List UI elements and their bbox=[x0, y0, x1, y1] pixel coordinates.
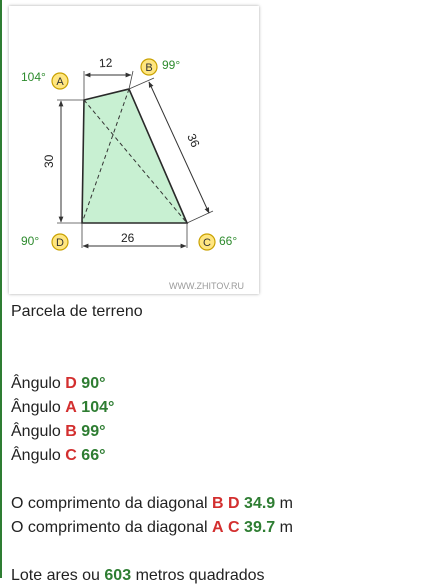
vertex-c bbox=[199, 234, 237, 250]
dimension-label-top: 12 bbox=[98, 55, 113, 71]
angle-line-c bbox=[11, 444, 441, 468]
plot-diagram bbox=[9, 6, 259, 294]
vertex-d-letter: D bbox=[56, 237, 64, 249]
dimension-label-bottom: 26 bbox=[121, 231, 135, 245]
vertex-c-angle: 66° bbox=[219, 234, 238, 248]
vertex-c-letter: C bbox=[203, 237, 211, 249]
land-plot-figure bbox=[9, 6, 259, 294]
diagonal-line-ac bbox=[11, 516, 441, 540]
vertex-b-letter: B bbox=[145, 62, 153, 74]
angle-line-b bbox=[11, 420, 441, 444]
diagonal-value: 39.7 bbox=[244, 519, 276, 536]
vertex-d bbox=[21, 234, 68, 250]
diagonal-vertex-2: C bbox=[228, 519, 240, 536]
watermark: WWW.ZHITOV.RU bbox=[169, 281, 244, 291]
angle-prefix: Ângulo bbox=[11, 399, 61, 416]
angle-vertex: C bbox=[65, 447, 77, 464]
angle-value: 99° bbox=[81, 423, 106, 440]
area-prefix: Lote ares ou bbox=[11, 567, 100, 584]
angle-line-a bbox=[11, 396, 441, 420]
diagonal-unit: m bbox=[279, 495, 293, 512]
angle-prefix: Ângulo bbox=[11, 423, 61, 440]
vertex-a-letter: A bbox=[56, 76, 64, 88]
diagonal-unit: m bbox=[279, 519, 293, 536]
dimension-label-left: 30 bbox=[42, 154, 56, 168]
diagonal-prefix: O comprimento da diagonal bbox=[11, 519, 208, 536]
plot-info bbox=[11, 300, 441, 588]
diagonal-prefix: O comprimento da diagonal bbox=[11, 495, 208, 512]
diagonal-vertex-1: A bbox=[212, 519, 224, 536]
caption: Parcela de terreno bbox=[11, 303, 143, 320]
area-suffix: metros quadrados bbox=[135, 567, 265, 584]
angle-vertex: D bbox=[65, 375, 77, 392]
angle-prefix: Ângulo bbox=[11, 375, 61, 392]
left-border bbox=[0, 0, 2, 578]
vertex-b bbox=[141, 58, 180, 75]
vertex-b-angle: 99° bbox=[162, 58, 181, 72]
angle-line-d bbox=[11, 372, 441, 396]
vertex-a-angle: 104° bbox=[21, 70, 46, 84]
diagonal-value: 34.9 bbox=[244, 495, 276, 512]
area-line bbox=[11, 564, 441, 588]
area-value: 603 bbox=[104, 567, 132, 584]
dimension-label-right: 36 bbox=[184, 131, 203, 150]
diagonal-vertex-2: D bbox=[228, 495, 240, 512]
angle-vertex: B bbox=[65, 423, 77, 440]
angle-value: 104° bbox=[81, 399, 115, 416]
vertex-a bbox=[21, 70, 68, 89]
vertex-d-angle: 90° bbox=[21, 234, 40, 248]
angle-vertex: A bbox=[65, 399, 77, 416]
diagonal-line-bd bbox=[11, 492, 441, 516]
angle-value: 90° bbox=[81, 375, 106, 392]
diagonal-vertex-1: B bbox=[212, 495, 224, 512]
plot-polygon bbox=[82, 89, 187, 223]
angle-value: 66° bbox=[81, 447, 106, 464]
angle-prefix: Ângulo bbox=[11, 447, 61, 464]
